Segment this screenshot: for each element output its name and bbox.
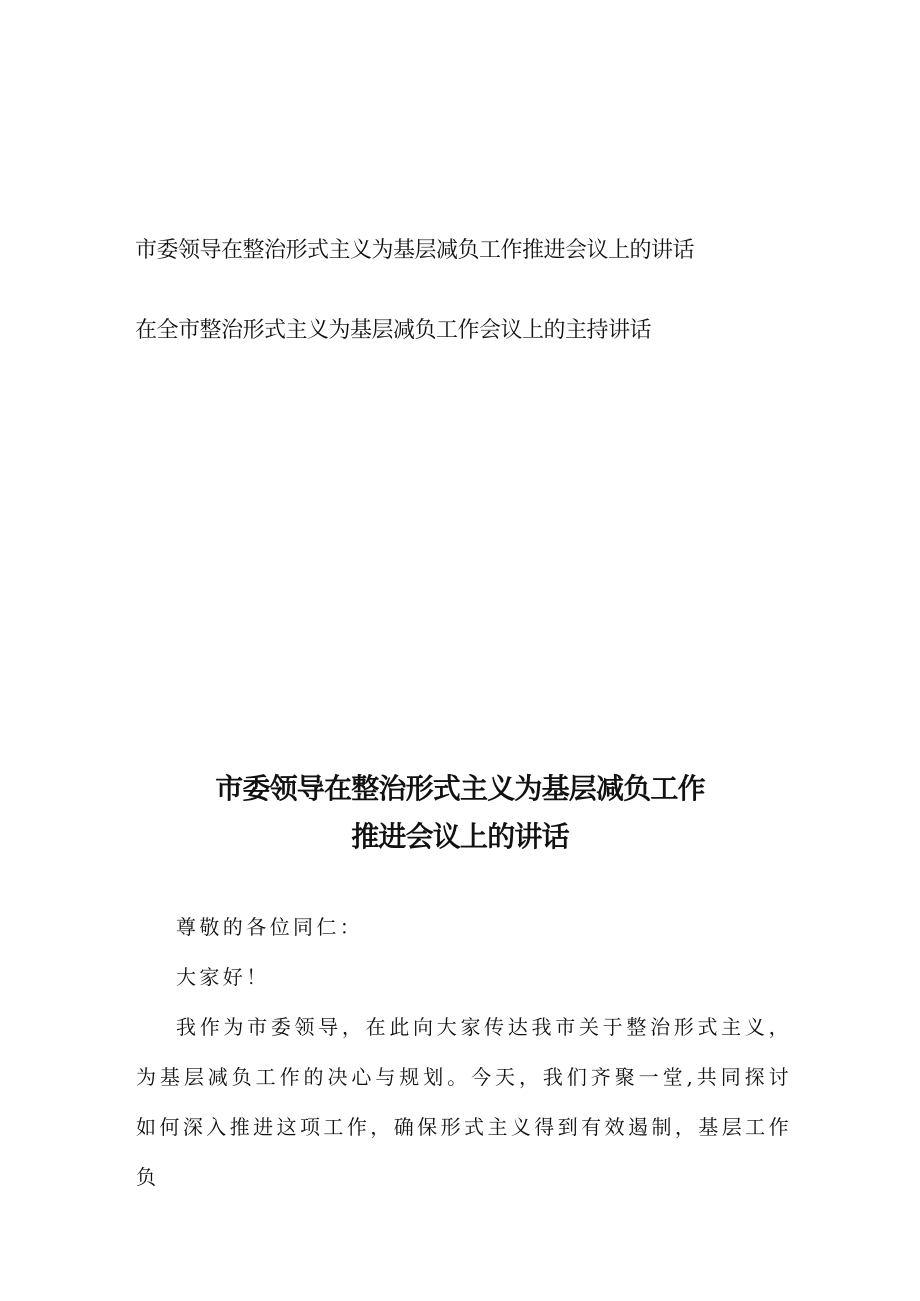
toc-item: 在全市整治形式主义为基层减负工作会议上的主持讲话: [135, 318, 652, 343]
body-paragraph: 我作为市委领导，在此向大家传达我市关于整治形式主义，为基层减负工作的决心与规划。今天，我们齐聚一堂,共同探讨如何深入推进这项工作，确保形式主义得到有效遏制，基层工作负: [136, 1015, 792, 1189]
salutation: 尊敬的各位同仁：: [176, 915, 364, 939]
document-title: [0, 765, 920, 861]
greeting: 大家好！: [176, 965, 270, 989]
toc-item: 市委领导在整治形式主义为基层减负工作推进会议上的讲话: [135, 238, 695, 263]
document-title-line: 推进会议上的讲话: [351, 820, 569, 853]
document-body: [136, 902, 792, 1202]
table-of-contents: [135, 222, 735, 360]
document-title-line: 市委领导在整治形式主义为基层减负工作: [215, 772, 705, 805]
